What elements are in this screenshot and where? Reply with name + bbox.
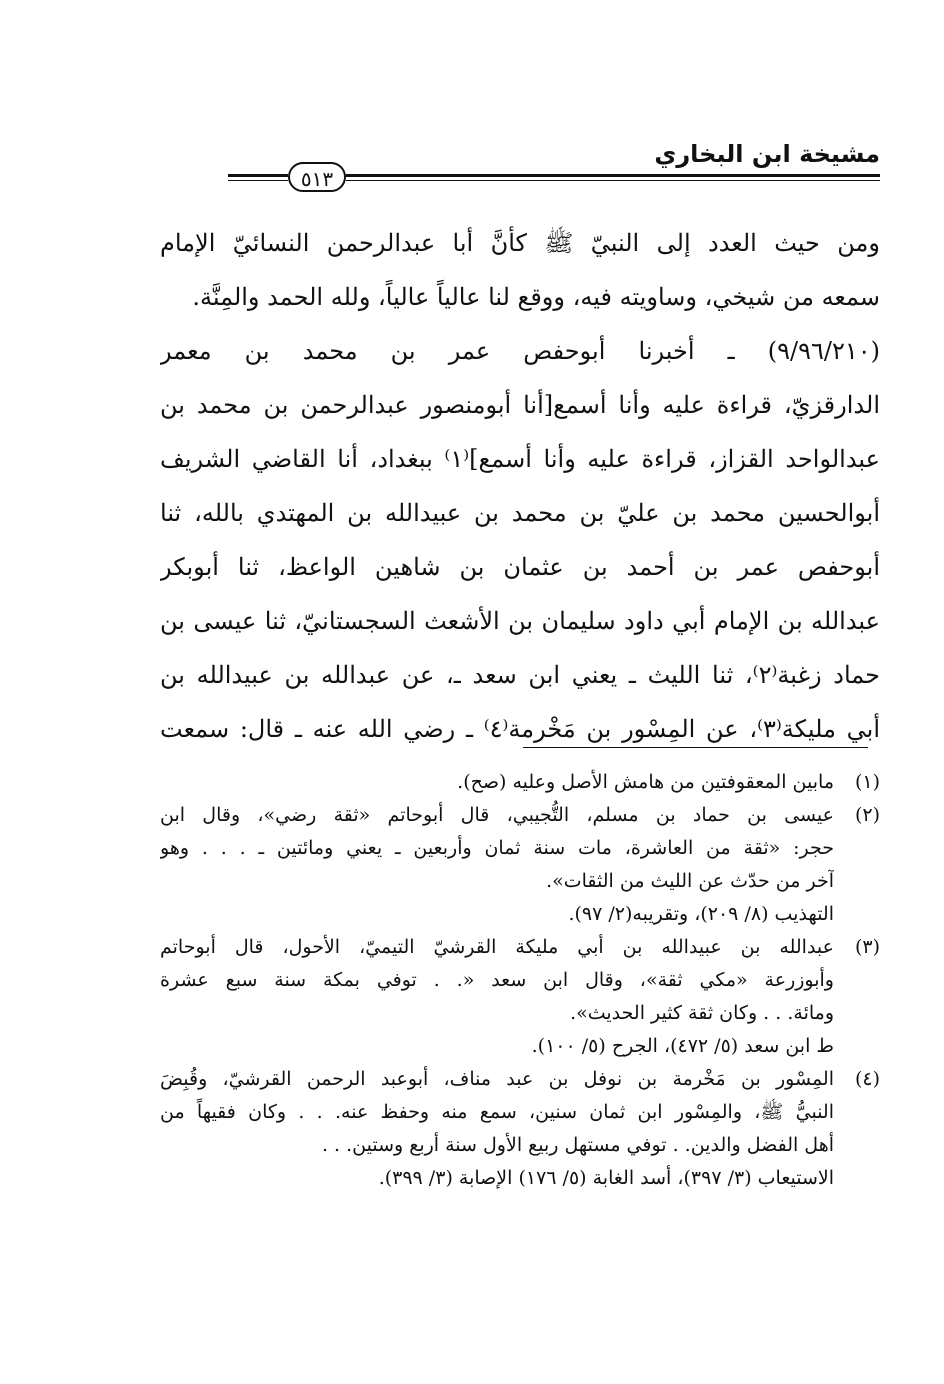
footnote-line: المِسْور بن مَخْرمة بن نوفل بن عبد مناف، أبوعبد الرحمن القرشيّ، وقُبِضَ <box>160 1068 834 1090</box>
header-rule <box>346 174 880 177</box>
footnote-line: ط ابن سعد (٥/ ٤٧٢)، الجرح (٥/ ١٠٠). <box>531 1035 834 1057</box>
text-line: أبوالحسين محمد بن عليّ بن محمد بن عبيدالله بن المهتدي بالله، ثنا <box>160 499 880 527</box>
header-rule-left-thin <box>228 180 288 181</box>
footnote-line: أهل الفضل والدين. . توفي مستهل ربيع الأول سنة أربع وستين. . . <box>321 1134 834 1156</box>
paragraph-1 <box>160 216 880 324</box>
footnote-3 <box>160 931 880 1063</box>
footnote-4 <box>160 1063 880 1195</box>
paragraph-2 <box>160 324 880 756</box>
footnote-line: وأبوزرعة «مكي ثقة»، وقال ابن سعد «. . توفي بمكة سنة سبع عشرة <box>160 969 834 991</box>
footnote-number: (٢) <box>854 804 880 826</box>
footnote-number: (١) <box>854 771 880 793</box>
footnote-number: (٣) <box>854 936 880 958</box>
footnote-line: النبيُّ ﷺ، والمِسْور ابن ثمان سنين، سمع منه وحفظ عنه. . . وكان فقيهاً من <box>160 1101 834 1123</box>
footnote-number: (٤) <box>854 1068 880 1090</box>
text-line: حماد زغبة⁽٢⁾، ثنا الليث ـ يعني ابن سعد ـ، عن عبدالله بن عبيدالله بن <box>160 661 880 689</box>
text-line: سمعه من شيخي، وساويته فيه، ووقع لنا عالياً عالياً، ولله الحمد والمِنَّة. <box>192 283 880 311</box>
text-line: عبدالله بن الإمام أبي داود سليمان بن الأشعث السجستانيّ، ثنا عيسى بن <box>160 607 880 635</box>
footnote-1 <box>160 766 880 799</box>
header-rule-left <box>228 174 288 177</box>
footnote-line: الاستيعاب (٣/ ٣٩٧)، أسد الغابة (٥/ ١٧٦) الإصابة (٣/ ٣٩٩). <box>378 1167 834 1189</box>
page-number: ٥١٣ <box>288 162 346 192</box>
footnote-line: التهذيب (٨/ ٢٠٩)، وتقريبه(٢/ ٩٧). <box>568 903 834 925</box>
footnote-line: حجر: «ثقة من العاشرة، مات سنة ثمان وأربعين ـ يعني ومائتين ـ . . . وهو <box>160 837 834 859</box>
page-header <box>228 140 880 196</box>
footnote-line: ومائة. . . وكان ثقة كثير الحديث». <box>570 1002 834 1024</box>
footnote-line: آخر من حدّث عن الليث من الثقات». <box>546 870 834 892</box>
text-line: (٩/٩٦/٢١٠) ـ أخبرنا أبوحفص عمر بن محمد بن معمر <box>160 337 880 365</box>
text-line: ومن حيث العدد إلى النبيّ ﷺ كأنَّ أبا عبدالرحمن النسائيّ الإمام <box>160 229 880 257</box>
footnote-line: مابين المعقوفتين من هامش الأصل وعليه (صح). <box>457 771 834 793</box>
footnote-2 <box>160 799 880 931</box>
text-line: أبي مليكة⁽٣⁾، عن المِسْور بن مَخْرمة⁽٤⁾ ـ رضي الله عنه ـ قال: سمعت <box>160 715 880 743</box>
text-line: الدارقزيّ، قراءة عليه وأنا أسمع[أنا أبومنصور عبدالرحمن بن محمد بن <box>160 391 880 419</box>
footnote-divider <box>523 747 868 748</box>
footnotes <box>160 766 880 1195</box>
text-line: أبوحفص عمر بن أحمد بن عثمان بن شاهين الواعظ، ثنا أبوبكر <box>160 553 880 581</box>
header-rule-thin <box>346 180 880 181</box>
text-line: عبدالواحد القزاز، قراءة عليه وأنا أسمع]⁽١⁾ ببغداد، أنا القاضي الشريف <box>160 445 880 473</box>
footnote-line: عيسى بن حماد بن مسلم، التُّجيبي، قال أبوحاتم «ثقة رضي»، وقال ابن <box>160 804 834 826</box>
footnote-line: عبدالله بن عبيدالله بن أبي مليكة القرشيّ التيميّ، الأحول، قال أبوحاتم <box>160 936 834 958</box>
running-title: مشيخة ابن البخاري <box>654 140 880 168</box>
